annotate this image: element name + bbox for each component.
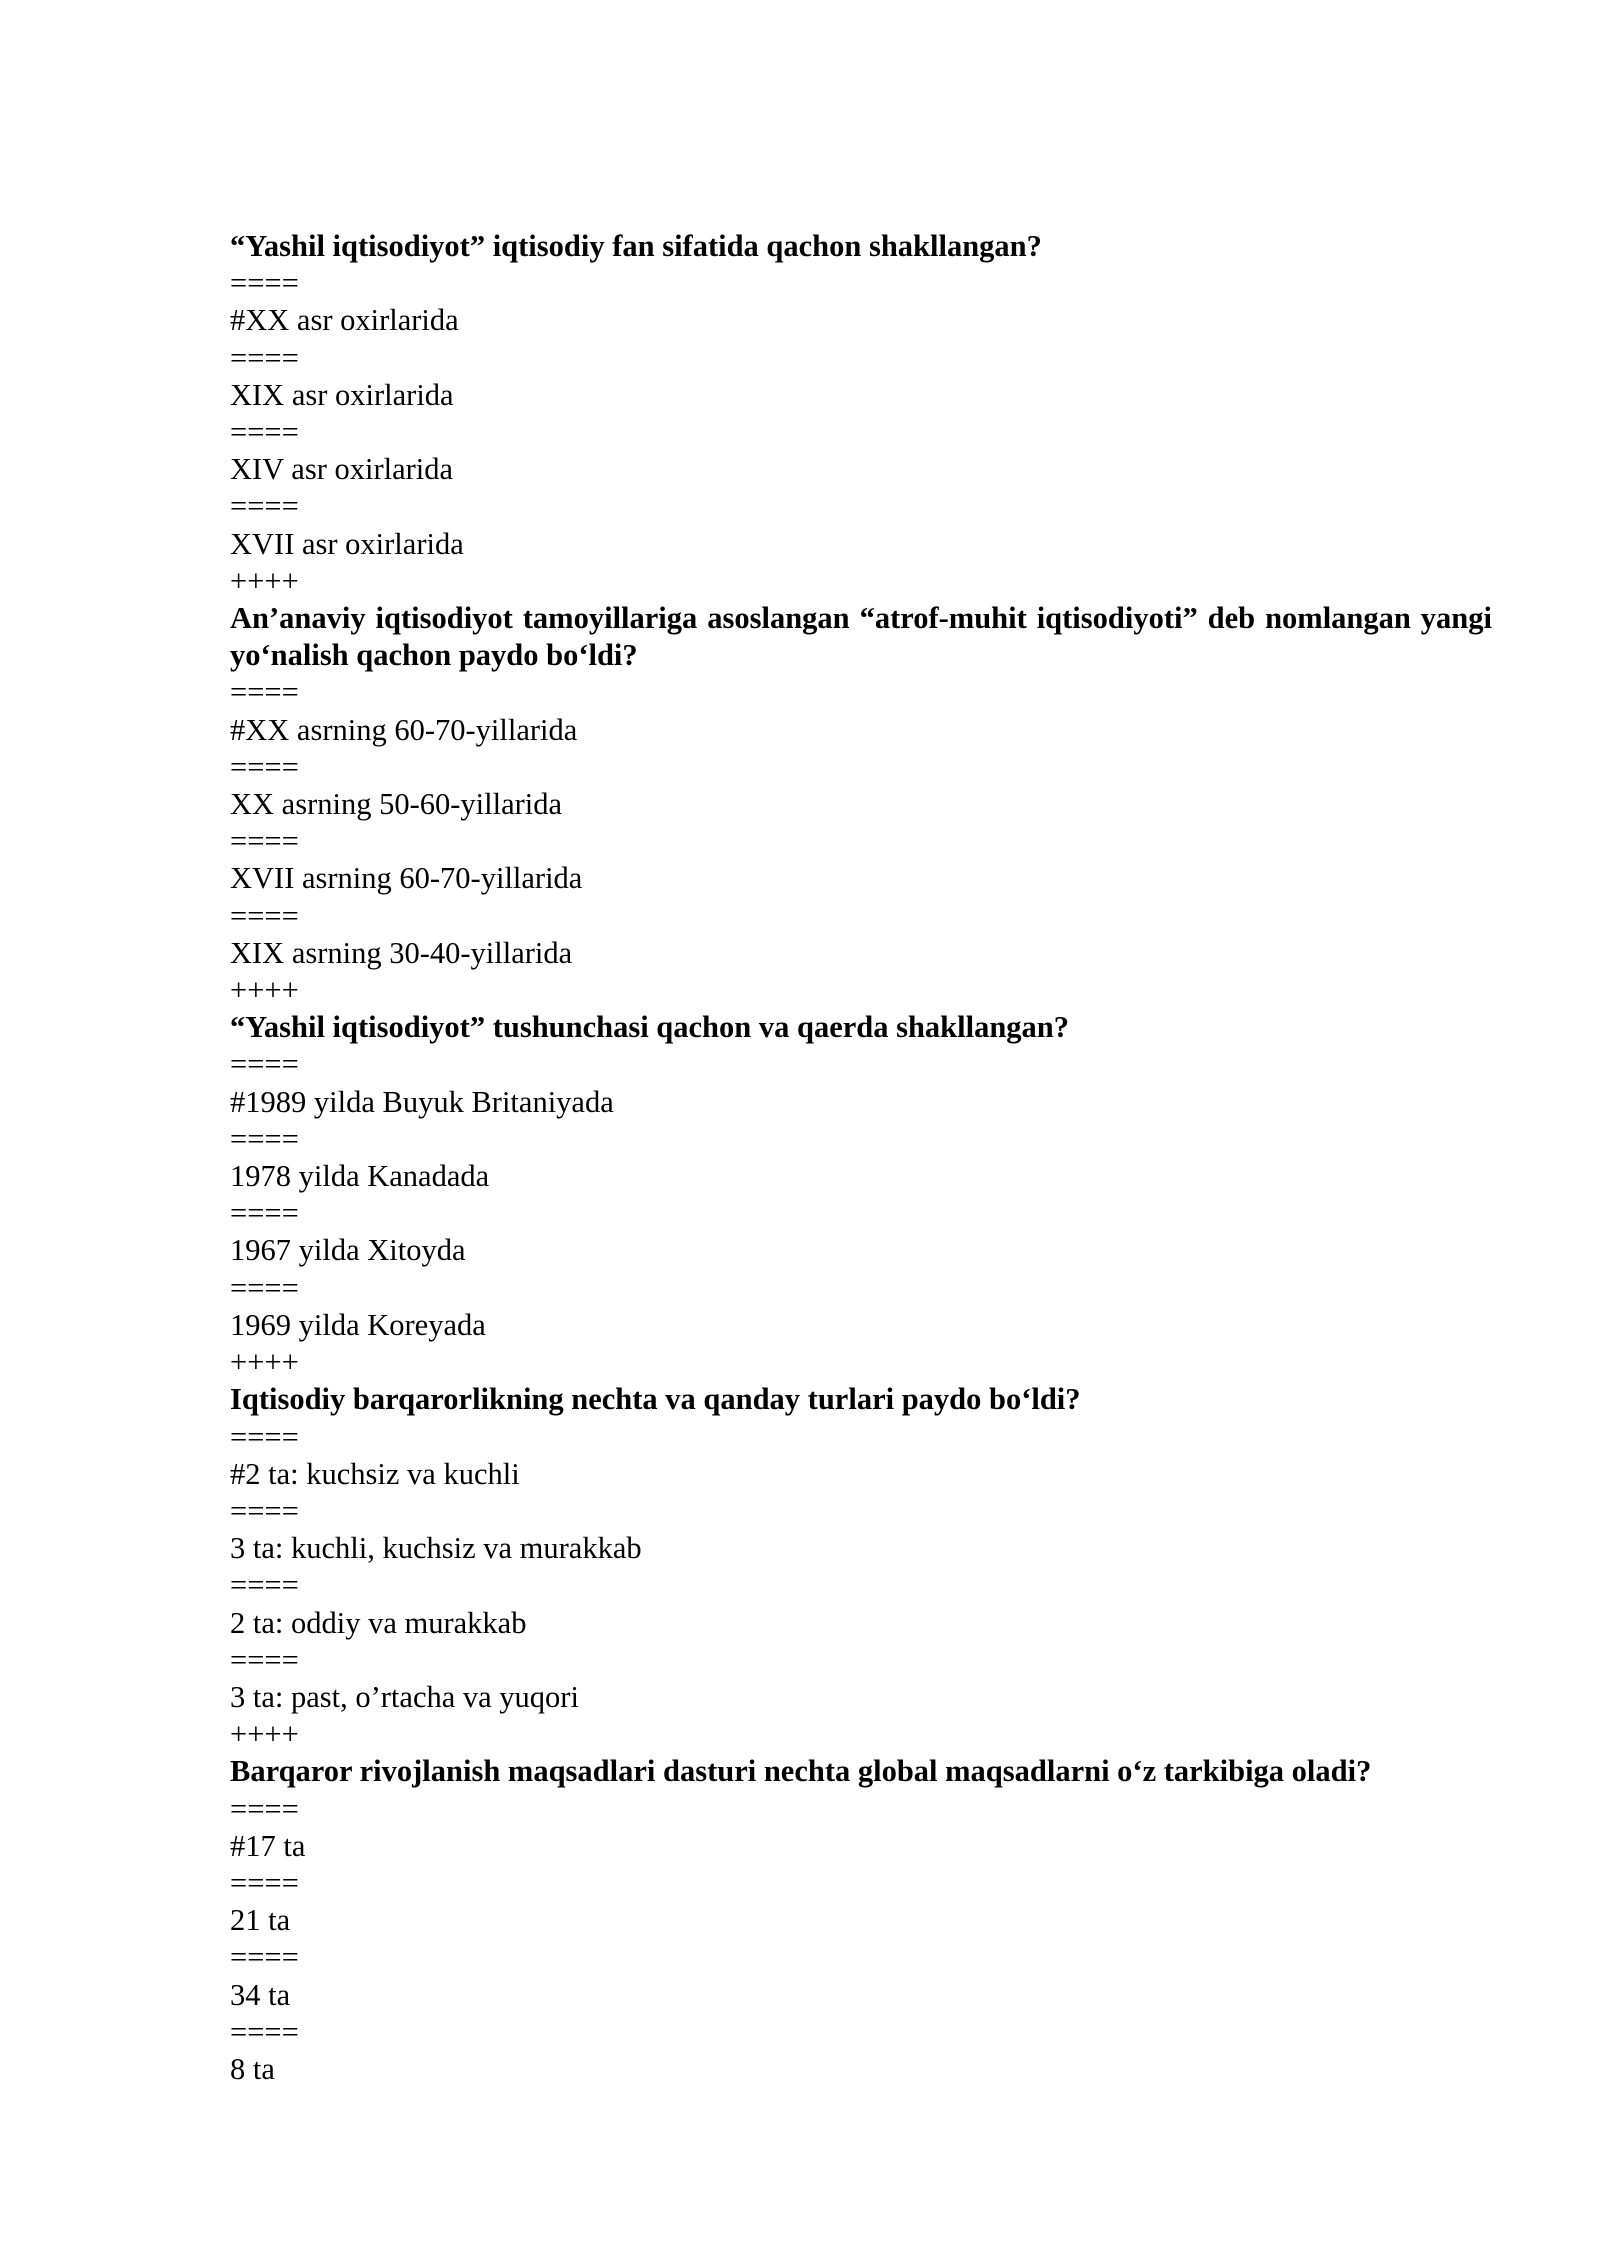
question-block bbox=[230, 228, 1492, 600]
answer-option: 34 ta bbox=[230, 1977, 291, 2012]
option-separator: ==== bbox=[230, 1940, 299, 1975]
answer-option: XIX asr oxirlarida bbox=[230, 377, 454, 412]
answer-option: XIX asrning 30-40-yillarida bbox=[230, 935, 573, 970]
option-separator: ==== bbox=[230, 1865, 299, 1900]
answer-option: XX asrning 50-60-yillarida bbox=[230, 787, 563, 822]
option-separator: ==== bbox=[230, 1196, 299, 1231]
option-separator: ==== bbox=[230, 675, 299, 710]
question-text: “Yashil iqtisodiyot” iqtisodiy fan sifatida qachon shakllangan? bbox=[230, 229, 1042, 263]
answer-option: 8 ta bbox=[230, 2051, 275, 2086]
answer-option: XIV asr oxirlarida bbox=[230, 452, 454, 487]
option-separator: ==== bbox=[230, 1642, 299, 1677]
question-block bbox=[230, 1381, 1492, 1753]
answer-option: 1969 yilda Koreyada bbox=[230, 1307, 486, 1342]
answer-option: #2 ta: kuchsiz va kuchli bbox=[230, 1456, 520, 1491]
option-separator: ==== bbox=[230, 1270, 299, 1305]
option-separator: ==== bbox=[230, 2014, 299, 2049]
option-separator: ==== bbox=[230, 1568, 299, 1603]
answer-option: XVII asrning 60-70-yillarida bbox=[230, 861, 583, 896]
option-separator: ==== bbox=[230, 749, 299, 784]
answer-option: XVII asr oxirlarida bbox=[230, 526, 464, 561]
answer-option: #XX asr oxirlarida bbox=[230, 303, 459, 338]
option-separator: ==== bbox=[230, 1493, 299, 1528]
question-block bbox=[230, 1753, 1492, 2088]
option-separator: ==== bbox=[230, 898, 299, 933]
option-separator: ==== bbox=[230, 340, 299, 375]
question-separator: ++++ bbox=[230, 563, 299, 598]
question-text: Barqaror rivojlanish maqsadlari dasturi nechta global maqsadlarni o‘z tarkibiga oladi? bbox=[230, 1754, 1372, 1789]
answer-option: #XX asrning 60-70-yillarida bbox=[230, 712, 578, 747]
question-block bbox=[230, 1009, 1492, 1381]
answer-option: 3 ta: kuchli, kuchsiz va murakkab bbox=[230, 1531, 642, 1566]
answer-option: #1989 yilda Buyuk Britaniyada bbox=[230, 1084, 614, 1119]
answer-option: 3 ta: past, o’rtacha va yuqori bbox=[230, 1679, 579, 1714]
question-text: “Yashil iqtisodiyot” tushunchasi qachon va qaerda shakllangan? bbox=[230, 1010, 1070, 1045]
document-page bbox=[230, 228, 1492, 2088]
question-separator: ++++ bbox=[230, 1345, 299, 1380]
option-separator: ==== bbox=[230, 1047, 299, 1082]
answer-option: 2 ta: oddiy va murakkab bbox=[230, 1605, 527, 1640]
option-separator: ==== bbox=[230, 1121, 299, 1156]
option-separator: ==== bbox=[230, 824, 299, 859]
answer-option: #17 ta bbox=[230, 1828, 306, 1863]
option-separator: ==== bbox=[230, 415, 299, 450]
option-separator: ==== bbox=[230, 1419, 299, 1454]
answer-option: 1967 yilda Xitoyda bbox=[230, 1233, 466, 1268]
question-text: An’anaviy iqtisodiyot tamoyillariga asoslangan “atrof-muhit iqtisodiyoti” deb nomlangan yangi yo‘nalish qachon paydo bo‘ldi? bbox=[230, 601, 1492, 673]
answer-option: 21 ta bbox=[230, 1903, 291, 1938]
option-separator: ==== bbox=[230, 489, 299, 524]
option-separator: ==== bbox=[230, 1791, 299, 1826]
question-block bbox=[230, 600, 1492, 1009]
answer-option: 1978 yilda Kanadada bbox=[230, 1159, 490, 1194]
question-text: Iqtisodiy barqarorlikning nechta va qanday turlari paydo bo‘ldi? bbox=[230, 1382, 1081, 1417]
question-separator: ++++ bbox=[230, 1717, 299, 1752]
option-separator: ==== bbox=[230, 266, 299, 301]
question-separator: ++++ bbox=[230, 973, 299, 1008]
